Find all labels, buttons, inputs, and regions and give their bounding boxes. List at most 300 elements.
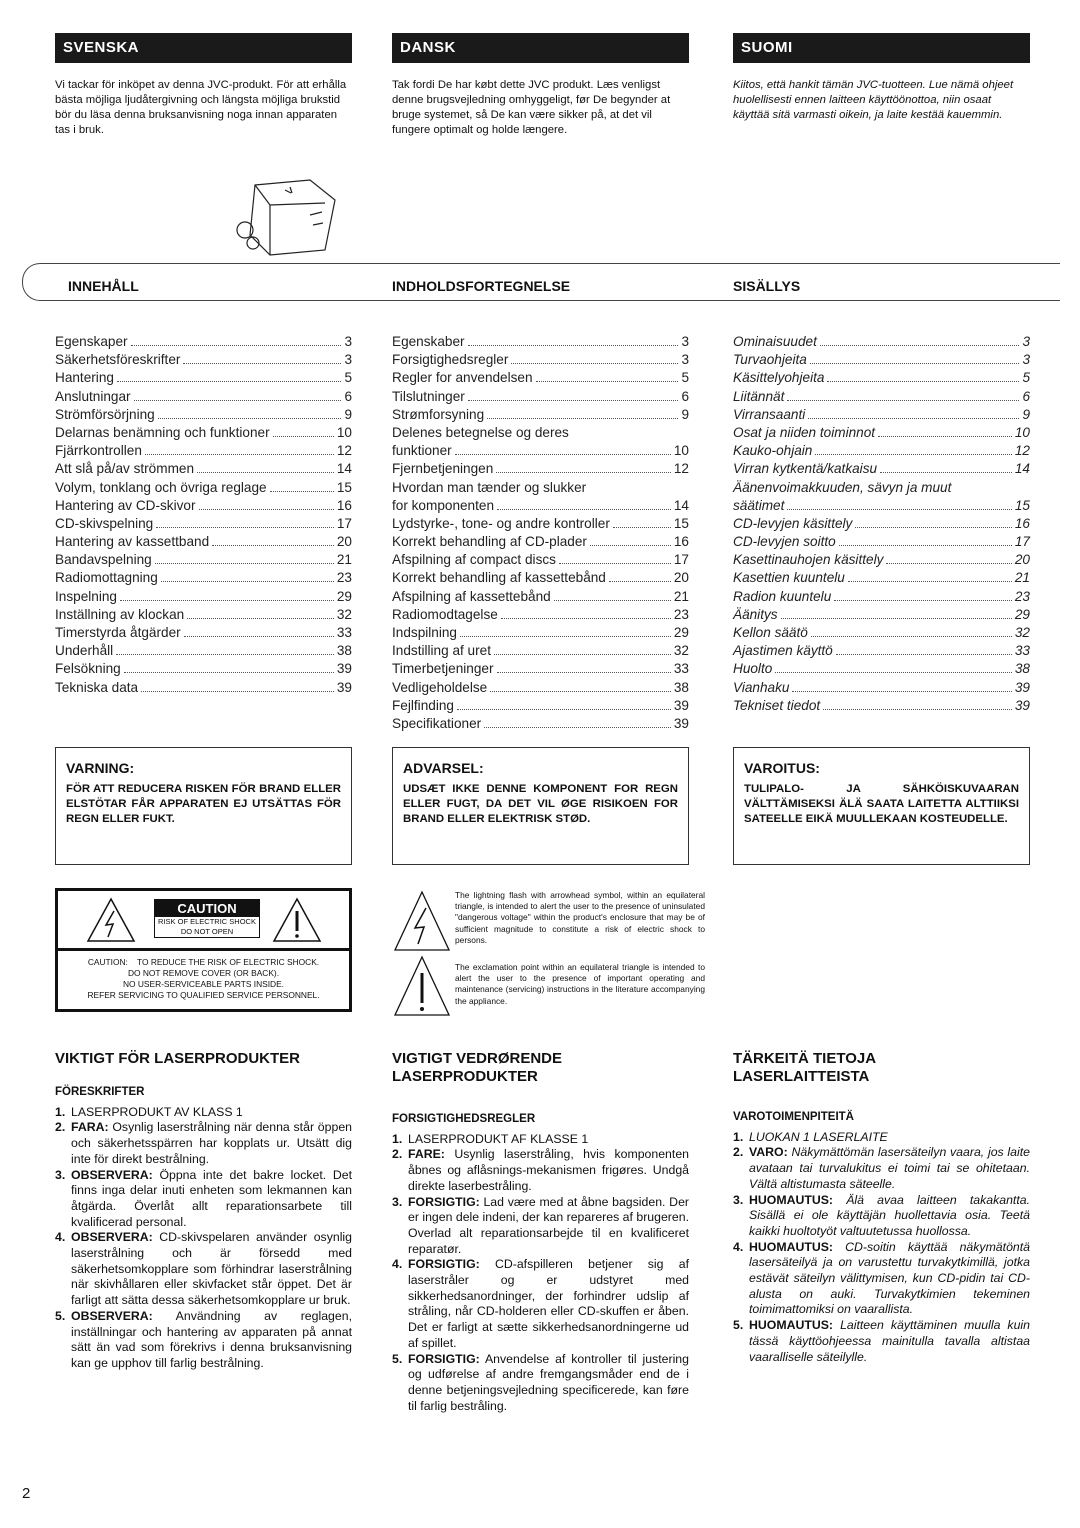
item-text: Användning av reglagen, inställningar och hantering av apparaten på annat sätt än vad som förekrivs i denna bruksanvisning kan ge upphov till farlig bestrålning.	[71, 1308, 352, 1370]
item-label: VARO:	[749, 1145, 788, 1160]
toc-entry-page: 5	[344, 370, 352, 386]
intro-fi: Kiitos, että hankit tämän JVC-tuotteen. Lue nämä ohjeet huolellisesti ennen laitteen käyttöönottoa, niin osaat käyttää sitä varmasti oikein, ja laite kestää kauemmin.	[733, 79, 1014, 121]
toc-entry-title: Radiomodtagelse	[392, 606, 498, 622]
laser-section-fi	[733, 1110, 1030, 1365]
toc-leader-dots	[559, 551, 671, 564]
item-label: HUOMAUTUS:	[749, 1318, 834, 1333]
toc-entry	[733, 642, 1030, 660]
toc-leader-dots	[116, 642, 334, 655]
toc-leader-dots	[158, 406, 342, 419]
toc-leader-dots	[497, 497, 671, 510]
item-text: Lad være med at åbne bagsiden. Der er ingen dele indeni, der kan repareres af brugeren. Overlad alt reparationsarbejde til en kvalificeret reparatør.	[408, 1194, 689, 1256]
toc-entry-page: 3	[681, 334, 689, 349]
item-label: OBSERVERA:	[71, 1308, 153, 1323]
toc-entry	[733, 588, 1030, 606]
toc-entry-page: 39	[1014, 679, 1030, 695]
toc-entry	[55, 569, 352, 587]
toc-entry	[392, 424, 689, 442]
toc-entry	[55, 624, 352, 642]
toc-entry-title: Volym, tonklang och övriga reglage	[55, 479, 267, 495]
toc-leader-dots	[848, 569, 1012, 582]
laser-item	[733, 1145, 1030, 1192]
toc-entry	[55, 679, 352, 697]
toc-entry	[392, 442, 689, 460]
toc-entry-page: 16	[336, 497, 352, 513]
toc-leader-dots	[787, 497, 1012, 510]
toc-entry-page: 39	[336, 661, 352, 677]
toc-entry-page: 6	[1022, 388, 1030, 404]
item-text: LASERPRODUKT AF KLASSE 1	[408, 1131, 589, 1146]
toc-entry-title: CD-levyjen käsittely	[733, 515, 853, 531]
toc-entry-title: Fjernbetjeningen	[392, 461, 494, 477]
toc-entry-page: 10	[673, 443, 689, 459]
toc-entry-title: Liitännät	[733, 388, 785, 404]
item-text: Osynlig laserstrålning när denna står öppen och säkerhetsspärren har kopplats ur. Utsätt dig inte för direkt bestrålning.	[71, 1120, 352, 1166]
toc-entry	[392, 569, 689, 587]
bracket-decoration	[22, 263, 52, 301]
toc-entry-title: Lydstyrke-, tone- og andre kontroller	[392, 515, 610, 531]
toc-entry	[733, 479, 1030, 497]
toc-entry-page: 39	[673, 697, 689, 713]
toc-entry-title: Kasettinauhojen käsittely	[733, 552, 884, 568]
header-svenska: SVENSKA	[55, 33, 352, 63]
warning-text: TULIPALO- JA SÄHKÖISKUVAARAN VÄLTTÄMISEKSI ÄLÄ SAATA LAITETTA ALTTIIKSI SATEELLE EIKÄ MUULLEKAAN KOSTEUDELLE.	[744, 783, 1019, 825]
laser-item	[392, 1132, 689, 1148]
laser-item	[392, 1147, 689, 1194]
toc-entry-title: Osat ja niiden toiminnot	[733, 424, 876, 440]
item-number: 5.	[55, 1308, 66, 1323]
toc-leader-dots	[855, 515, 1012, 528]
toc-entry-title: Radion kuuntelu	[733, 588, 832, 604]
toc-entry-page: 39	[673, 715, 689, 731]
toc-entry	[55, 424, 352, 442]
toc-leader-dots	[273, 424, 334, 437]
intro-sv: Vi tackar för inköpet av denna JVC-produkt. För att erhålla bästa möjliga ljudåtergivning och längsta möjliga brukstid bör du läsa denna bruksanvisning noga innan apparaten tas i bruk.	[55, 79, 347, 136]
toc-entry	[392, 479, 689, 497]
item-label: FARE:	[408, 1147, 445, 1162]
reading-manual-illustration	[225, 175, 355, 260]
item-body	[749, 1240, 1030, 1319]
toc-entry-page: 16	[1014, 515, 1030, 531]
laser-item	[733, 1318, 1030, 1365]
toc-leader-dots	[781, 606, 1012, 619]
toc-entry	[733, 697, 1030, 715]
toc-entry	[392, 515, 689, 533]
toc-leader-dots	[836, 642, 1012, 655]
toc-entry-title: Egenskaper	[55, 334, 128, 349]
toc-leader-dots	[457, 697, 671, 710]
toc-leader-dots	[468, 333, 679, 346]
toc-entry-title: Radiomottagning	[55, 570, 158, 586]
item-text: LASERPRODUKT AV KLASS 1	[71, 1104, 243, 1119]
toc-leader-dots	[134, 388, 342, 401]
toc-entry	[392, 642, 689, 660]
toc-entry-title: Timerstyrda åtgärder	[55, 625, 181, 640]
toc-list-fi	[733, 333, 1030, 715]
toc-leader-dots	[494, 642, 671, 655]
item-number: 3.	[55, 1167, 66, 1182]
item-body	[749, 1145, 1030, 1192]
toc-leader-dots	[536, 369, 679, 382]
toc-entry	[733, 497, 1030, 515]
toc-entry	[733, 369, 1030, 387]
toc-entry-page: 10	[336, 424, 352, 440]
toc-entry-page: 23	[673, 606, 689, 622]
toc-leader-dots	[487, 406, 678, 419]
toc-entry-title: Kauko-ohjain	[733, 443, 813, 459]
toc-entry-title: Felsökning	[55, 661, 121, 677]
item-text: Laitteen käyttäminen muulla kuin tässä käyttöohjeessa mainitulla tavalla altistaa vaaralliselle säteilylle.	[749, 1318, 1030, 1364]
toc-leader-dots	[156, 515, 334, 528]
laser-item	[392, 1257, 689, 1351]
toc-leader-dots	[834, 588, 1012, 601]
toc-entry	[392, 588, 689, 606]
toc-entry-page: 21	[673, 588, 689, 604]
toc-entry-page: 29	[1014, 606, 1030, 622]
toc-entry-page: 33	[336, 625, 352, 640]
toc-leader-dots	[820, 333, 1020, 346]
item-number: 2.	[392, 1147, 403, 1162]
toc-entry-page: 21	[336, 552, 352, 568]
toc-entry-title: Underhåll	[55, 643, 114, 659]
toc-entry-page: 32	[1014, 625, 1030, 640]
toc-entry-page: 9	[1022, 406, 1030, 422]
toc-leader-dots	[886, 551, 1011, 564]
toc-entry	[392, 697, 689, 715]
warning-title: ADVARSEL:	[403, 760, 484, 776]
toc-entry-page: 32	[673, 643, 689, 659]
laser-section-da	[392, 1112, 689, 1414]
caution-label	[55, 888, 352, 1012]
warning-box-da	[392, 747, 689, 865]
toc-entry-page: 17	[336, 515, 352, 531]
laser-title-da: VIGTIGT VEDRØRENDE LASERPRODUKTER	[392, 1050, 563, 1085]
item-number: 4.	[733, 1239, 744, 1254]
toc-entry	[392, 388, 689, 406]
toc-entry-page: 3	[344, 352, 352, 368]
toc-entry	[55, 479, 352, 497]
toc-entry	[392, 606, 689, 624]
item-text: CD-soitin käyttää näkymätöntä lasersäteilyä ja on varustettu turvakytkimillä, jotka estävät säteilyn välittymisen, kun CD-pidin tai CD-alusta on auki. Turvakytkimien tekeminen toimimattomiksi on vaarallista.	[749, 1239, 1031, 1317]
toc-entry-title: Att slå på/av strömmen	[55, 461, 195, 477]
toc-entry-page: 38	[1014, 661, 1030, 677]
caution-do-not-open: DO NOT OPEN	[180, 927, 234, 936]
toc-entry-title: säätimet	[733, 497, 785, 513]
toc-entry-title: Tekniset tiedot	[733, 697, 821, 713]
toc-entry-page: 3	[344, 334, 352, 349]
lightning-symbol-description: The lightning flash with arrowhead symbol, within an equilateral triangle, is intended to alert the user to the presence of uninsulated "dangerous voltage" within the product's enclosure that may be of sufficient magnitude to constitute a risk of electric shock to persons.	[455, 890, 705, 945]
item-body	[71, 1105, 352, 1121]
toc-entry-page: 38	[673, 679, 689, 695]
toc-entry-title: Bandavspelning	[55, 552, 152, 568]
laser-item	[55, 1105, 352, 1121]
warning-box-sv	[55, 747, 352, 865]
toc-entry-title: Ajastimen käyttö	[733, 643, 833, 659]
laser-subheading: FÖRESKRIFTER	[55, 1086, 145, 1098]
item-number: 3.	[392, 1194, 403, 1209]
laser-item	[55, 1120, 352, 1167]
toc-entry-title: Forsigtighedsregler	[392, 352, 509, 368]
item-number: 5.	[392, 1351, 403, 1366]
toc-entry-title: Strømforsyning	[392, 406, 485, 422]
toc-entry	[392, 351, 689, 369]
toc-entry-title: Delenes betegnelse og deres	[392, 424, 569, 440]
toc-leader-dots	[187, 606, 334, 619]
toc-entry	[55, 642, 352, 660]
toc-entry-page: 3	[681, 352, 689, 368]
toc-entry	[392, 333, 689, 351]
toc-leader-dots	[496, 460, 671, 473]
toc-entry-title: Specifikationer	[392, 715, 482, 731]
toc-leader-dots	[455, 442, 671, 455]
toc-entry-title: Virransaanti	[733, 406, 806, 422]
toc-entry	[55, 515, 352, 533]
divider	[40, 300, 1060, 301]
toc-entry-title: Kasettien kuuntelu	[733, 570, 845, 586]
toc-entry-page: 39	[336, 679, 352, 695]
toc-entry	[55, 442, 352, 460]
laser-subheading: VAROTOIMENPITEITÄ	[733, 1111, 854, 1123]
toc-entry-page: 15	[336, 479, 352, 495]
item-body	[749, 1130, 1030, 1146]
toc-leader-dots	[811, 624, 1012, 637]
toc-leader-dots	[124, 660, 334, 673]
item-text: CD-skivspelaren använder osynlig laserstrålning och är försedd med säkerhetsomkopplare som förhindrar laserstrålning när skivhållaren eller skivfacket står öppet. Det är farligt att sätta dessa säkerhetsomkopplare ur bruk.	[71, 1230, 352, 1308]
item-label: OBSERVERA:	[71, 1230, 153, 1245]
header-dansk: DANSK	[392, 33, 689, 63]
item-body	[71, 1168, 352, 1231]
toc-entry-title: Indstilling af uret	[392, 643, 491, 659]
toc-entry	[392, 497, 689, 515]
item-label: FORSIGTIG:	[408, 1194, 480, 1209]
toc-leader-dots	[554, 588, 671, 601]
item-body	[408, 1132, 689, 1148]
item-label: FORSIGTIG:	[408, 1257, 480, 1272]
toc-entry-page: 6	[344, 388, 352, 404]
toc-entry	[55, 351, 352, 369]
item-number: 3.	[733, 1192, 744, 1207]
toc-entry	[733, 442, 1030, 460]
toc-entry-page: 9	[681, 406, 689, 422]
item-number: 4.	[392, 1257, 403, 1272]
toc-entry	[733, 679, 1030, 697]
toc-entry-page: 38	[336, 643, 352, 659]
toc-entry	[55, 460, 352, 478]
lightning-triangle-icon	[393, 890, 451, 952]
toc-entry-title: Tilslutninger	[392, 388, 465, 404]
toc-list-da	[392, 333, 689, 733]
toc-entry-page: 12	[673, 461, 689, 477]
item-text: LUOKAN 1 LASERLAITE	[749, 1129, 888, 1144]
toc-entry	[392, 369, 689, 387]
toc-entry	[733, 333, 1030, 351]
toc-leader-dots	[197, 460, 334, 473]
laser-subheading: FORSIGTIGHEDSREGLER	[392, 1113, 536, 1125]
toc-leader-dots	[141, 679, 334, 692]
toc-entry-title: Fjärrkontrollen	[55, 443, 142, 459]
toc-entry-title: Tekniska data	[55, 679, 139, 695]
caution-line: NO USER-SERVICEABLE PARTS INSIDE.	[122, 979, 285, 989]
toc-entry-title: Vedligeholdelse	[392, 679, 488, 695]
item-body	[408, 1147, 689, 1194]
warning-title: VAROITUS:	[744, 760, 820, 776]
toc-entry	[733, 551, 1030, 569]
toc-leader-dots	[155, 551, 334, 564]
caution-risk: RISK OF ELECTRIC SHOCK	[158, 917, 256, 926]
toc-entry-title: Turvaohjeita	[733, 352, 807, 368]
toc-entry-title: Regler for anvendelsen	[392, 370, 533, 386]
toc-leader-dots	[827, 369, 1019, 382]
toc-entry-title: Virran kytkentä/katkaisu	[733, 461, 878, 477]
toc-entry	[55, 606, 352, 624]
toc-entry-page: 32	[336, 606, 352, 622]
toc-entry-title: Strömförsörjning	[55, 406, 155, 422]
item-text: Öppna inte det bakre locket. Det finns inga delar inuti enheten som lekmannen kan åtgärda. Överlåt allt reparationsarbete till kvalificerad personal.	[71, 1167, 352, 1229]
toc-entry-title: Hvordan man tænder og slukker	[392, 479, 587, 495]
item-number: 5.	[733, 1318, 744, 1333]
toc-entry-page: 33	[1014, 643, 1030, 659]
warning-box-fi	[733, 747, 1030, 865]
item-label: OBSERVERA:	[71, 1167, 153, 1182]
item-label: FARA:	[71, 1120, 109, 1135]
laser-section-sv	[55, 1085, 352, 1372]
item-body	[71, 1309, 352, 1372]
exclamation-triangle-icon	[393, 955, 451, 1017]
toc-entry-page: 3	[1022, 334, 1030, 349]
exclamation-triangle-icon	[272, 897, 322, 943]
item-body	[71, 1230, 352, 1309]
toc-entry-page: 3	[1022, 352, 1030, 368]
toc-leader-dots	[484, 715, 671, 728]
toc-entry	[733, 406, 1030, 424]
toc-list-sv	[55, 333, 352, 697]
item-number: 2.	[55, 1120, 66, 1135]
toc-entry-page: 12	[1014, 443, 1030, 459]
toc-entry-title: Hantering av CD-skivor	[55, 497, 196, 513]
item-body	[408, 1195, 689, 1258]
toc-entry	[733, 460, 1030, 478]
toc-entry-page: 23	[1014, 588, 1030, 604]
toc-entry-page: 14	[1014, 461, 1030, 477]
toc-entry-title: Inspelning	[55, 588, 117, 604]
toc-leader-dots	[787, 388, 1019, 401]
toc-entry	[392, 624, 689, 642]
toc-leader-dots	[808, 406, 1019, 419]
toc-leader-dots	[792, 679, 1011, 692]
toc-leader-dots	[490, 679, 671, 692]
item-text: Näkymättömän lasersäteilyn vaara, jos laite avataan tai turvalukitus ei toimi tai se ohitetaan. Vältä altistumasta säteelle.	[749, 1145, 1030, 1191]
toc-leader-dots	[270, 479, 334, 492]
toc-title-fi: SISÄLLYS	[733, 278, 801, 294]
item-label: HUOMAUTUS:	[749, 1192, 834, 1207]
toc-leader-dots	[183, 351, 341, 364]
item-number: 2.	[733, 1145, 744, 1160]
caution-heading: CAUTION	[155, 900, 259, 917]
toc-entry-title: Hantering	[55, 370, 114, 386]
toc-entry-title: Delarnas benämning och funktioner	[55, 424, 270, 440]
toc-entry	[392, 533, 689, 551]
toc-leader-dots	[823, 697, 1012, 710]
toc-entry-page: 14	[673, 497, 689, 513]
toc-entry-page: 23	[336, 570, 352, 586]
item-label: HUOMAUTUS:	[749, 1239, 834, 1254]
toc-entry	[392, 660, 689, 678]
warning-title: VARNING:	[66, 760, 135, 776]
toc-entry	[55, 406, 352, 424]
toc-entry	[733, 569, 1030, 587]
item-text: Älä avaa laitteen takakantta. Sisällä ei ole käyttäjän huollettavia osia. Teetä kaikki huoltotyöt valtuutetussa huollossa.	[749, 1192, 1031, 1238]
toc-entry	[733, 606, 1030, 624]
toc-entry-page: 33	[673, 661, 689, 677]
toc-entry-page: 5	[1022, 370, 1030, 386]
item-body	[749, 1193, 1030, 1240]
toc-leader-dots	[199, 497, 334, 510]
exclamation-symbol-description: The exclamation point within an equilateral triangle is intended to alert the user to the presence of important operating and maintenance (servicing) instructions in the literature accompanying the appliance.	[455, 962, 705, 1006]
toc-entry	[733, 660, 1030, 678]
laser-item	[55, 1309, 352, 1372]
caution-panel	[154, 899, 260, 938]
toc-entry-page: 17	[673, 552, 689, 568]
toc-leader-dots	[161, 569, 334, 582]
item-body	[71, 1120, 352, 1167]
toc-entry	[55, 660, 352, 678]
toc-leader-dots	[810, 351, 1020, 364]
toc-entry-title: Kellon säätö	[733, 625, 808, 640]
toc-leader-dots	[212, 533, 334, 546]
toc-entry-title: for komponenten	[392, 497, 495, 513]
toc-entry-page: 39	[1014, 697, 1030, 713]
toc-entry	[733, 533, 1030, 551]
divider	[40, 263, 1060, 264]
toc-entry-page: 5	[681, 370, 689, 386]
toc-entry-title: Ominaisuudet	[733, 334, 817, 349]
laser-item	[392, 1195, 689, 1258]
lightning-triangle-icon	[86, 897, 136, 943]
toc-entry-title: Afspilning af kassettebånd	[392, 588, 551, 604]
item-text: Anvendelse af kontroller til justering og udførelse af andre fremgangsmåder end de i denne betjeningsvejledning specificerede, kan føre til farlig bestråling.	[408, 1351, 689, 1413]
item-body	[408, 1257, 689, 1351]
toc-entry-title: Korrekt behandling af kassettebånd	[392, 570, 606, 586]
toc-entry-page: 21	[1014, 570, 1030, 586]
toc-leader-dots	[880, 460, 1012, 473]
header-suomi: SUOMI	[733, 33, 1030, 63]
toc-entry-page: 15	[1014, 497, 1030, 513]
toc-entry	[392, 715, 689, 733]
toc-entry-title: funktioner	[392, 443, 452, 459]
toc-entry-title: Hantering av kassettband	[55, 534, 210, 550]
intro-da: Tak fordi De har købt dette JVC produkt. Læs venligst denne brugsvejledning omhyggeligt, før De begynder at bruge systemet, så De kan være sikker på, at det vil fungere optimalt og holde længere.	[392, 79, 671, 136]
toc-entry-title: Huolto	[733, 661, 773, 677]
toc-entry-title: Afspilning af compact discs	[392, 552, 556, 568]
toc-leader-dots	[501, 606, 671, 619]
item-number: 1.	[55, 1104, 66, 1119]
item-number: 1.	[733, 1129, 744, 1144]
laser-item	[733, 1193, 1030, 1240]
warning-text: UDSÆT IKKE DENNE KOMPONENT FOR REGN ELLER FUGT, DA DET VIL ØGE RISIKOEN FOR BRAND ELLER ELEKTRISK STØD.	[403, 783, 678, 825]
toc-entry-title: Vianhaku	[733, 679, 790, 695]
toc-entry	[733, 388, 1030, 406]
toc-entry-title: Inställning av klockan	[55, 606, 185, 622]
caution-line: REFER SERVICING TO QUALIFIED SERVICE PERSONNEL.	[87, 990, 320, 1000]
toc-leader-dots	[878, 424, 1012, 437]
toc-entry	[55, 333, 352, 351]
toc-entry-title: Korrekt behandling af CD-plader	[392, 534, 587, 550]
toc-entry-page: 6	[681, 388, 689, 404]
toc-entry-page: 29	[673, 625, 689, 640]
toc-leader-dots	[613, 515, 671, 528]
toc-entry-page: 20	[673, 570, 689, 586]
page-number: 2	[22, 1485, 31, 1502]
